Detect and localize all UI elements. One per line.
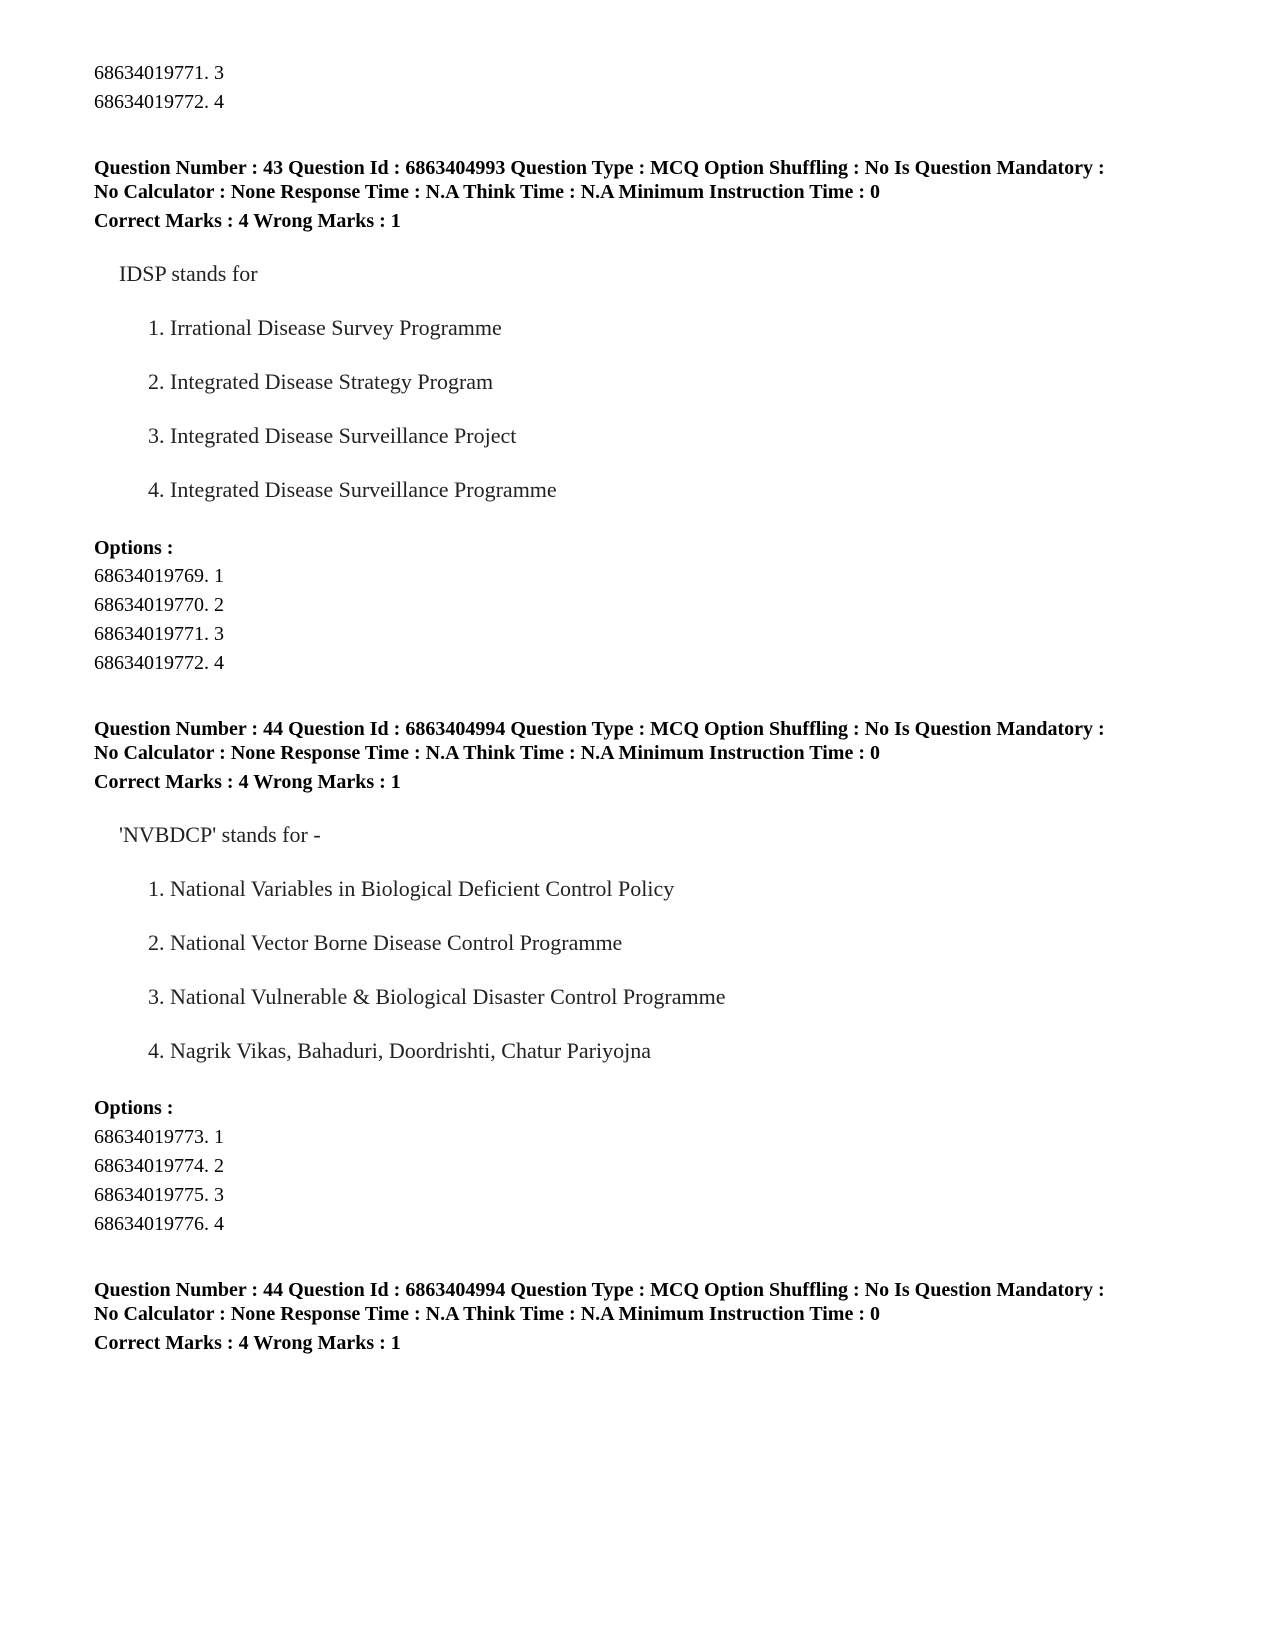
question-43-choice: 4. Integrated Disease Surveillance Programme — [148, 477, 557, 502]
option-line: 68634019771. 3 — [94, 623, 224, 645]
question-43-options-label: Options : — [94, 537, 174, 559]
question-44b-header-line-1: Question Number : 44 Question Id : 6863404994 Question Type : MCQ Option Shuffling : No Is Question Mandatory : — [94, 1279, 1105, 1301]
question-43-text: IDSP stands for — [119, 261, 258, 286]
question-44b-marks: Correct Marks : 4 Wrong Marks : 1 — [94, 1332, 401, 1354]
option-line: 68634019775. 3 — [94, 1184, 224, 1206]
option-line: 68634019772. 4 — [94, 91, 224, 113]
option-line: 68634019769. 1 — [94, 565, 224, 587]
question-44-marks: Correct Marks : 4 Wrong Marks : 1 — [94, 771, 401, 793]
question-43-choice: 1. Irrational Disease Survey Programme — [148, 315, 502, 340]
question-44-header-line-2: No Calculator : None Response Time : N.A Think Time : N.A Minimum Instruction Time : 0 — [94, 742, 880, 764]
option-line: 68634019770. 2 — [94, 594, 224, 616]
question-44-header-line-1: Question Number : 44 Question Id : 6863404994 Question Type : MCQ Option Shuffling : No Is Question Mandatory : — [94, 718, 1105, 740]
question-44-choice: 2. National Vector Borne Disease Control Programme — [148, 930, 623, 955]
question-44-choice: 4. Nagrik Vikas, Bahaduri, Doordrishti, Chatur Pariyojna — [148, 1038, 651, 1063]
question-44-choice: 1. National Variables in Biological Deficient Control Policy — [148, 876, 675, 901]
question-43-header-line-2: No Calculator : None Response Time : N.A Think Time : N.A Minimum Instruction Time : 0 — [94, 181, 880, 203]
option-line: 68634019771. 3 — [94, 62, 224, 84]
question-43-choice: 2. Integrated Disease Strategy Program — [148, 369, 494, 394]
option-line: 68634019773. 1 — [94, 1126, 224, 1148]
question-44b-header-line-2: No Calculator : None Response Time : N.A Think Time : N.A Minimum Instruction Time : 0 — [94, 1303, 880, 1325]
option-line: 68634019772. 4 — [94, 652, 224, 674]
option-line: 68634019774. 2 — [94, 1155, 224, 1177]
question-43-marks: Correct Marks : 4 Wrong Marks : 1 — [94, 210, 401, 232]
question-44-options-label: Options : — [94, 1097, 174, 1119]
option-line: 68634019776. 4 — [94, 1213, 224, 1235]
question-44-choice: 3. National Vulnerable & Biological Disaster Control Programme — [148, 984, 726, 1009]
question-44-text: 'NVBDCP' stands for - — [119, 822, 321, 847]
question-43-header-line-1: Question Number : 43 Question Id : 6863404993 Question Type : MCQ Option Shuffling : No Is Question Mandatory : — [94, 157, 1105, 179]
question-43-choice: 3. Integrated Disease Surveillance Project — [148, 423, 517, 448]
